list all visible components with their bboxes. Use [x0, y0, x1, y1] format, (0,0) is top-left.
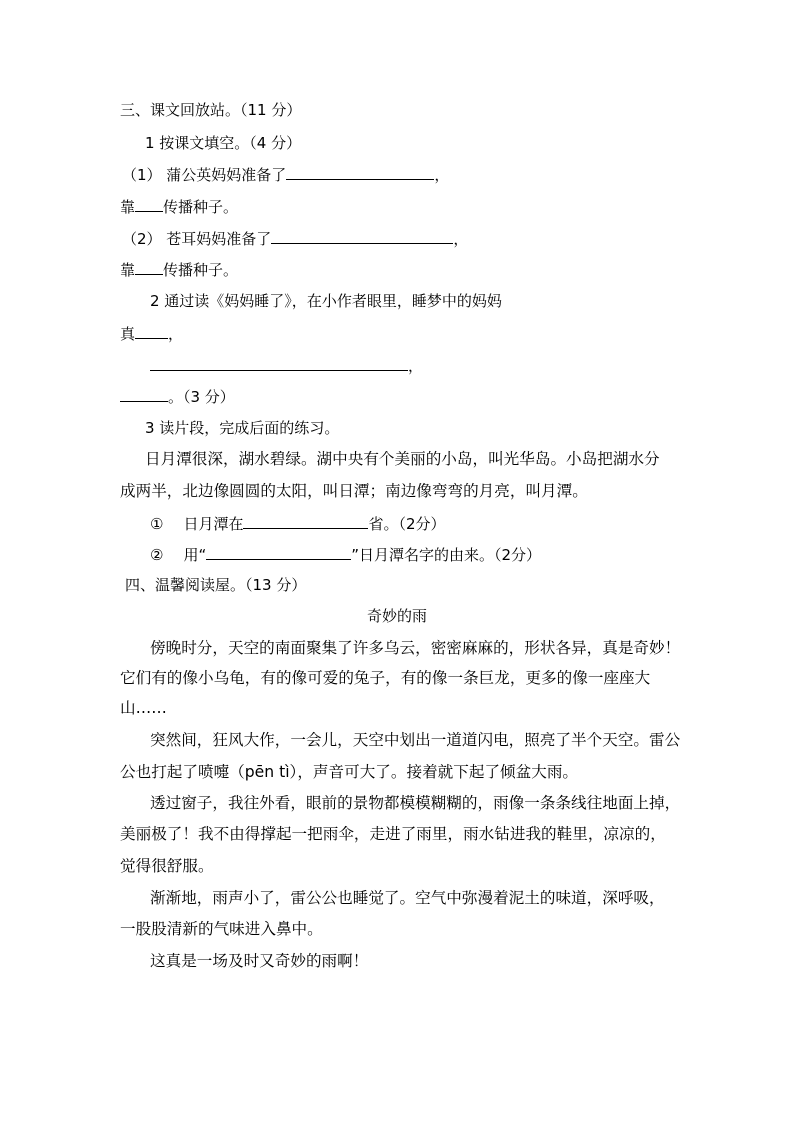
q3-sub2-suffix: ”日月潭名字的由来。（2分） [351, 546, 542, 564]
q2-line3-blank[interactable] [120, 386, 168, 402]
q3-sub1 [150, 513, 446, 533]
story-p4-line2: 一股股清新的气味进入鼻中。 [120, 920, 323, 938]
story-p3-line3: 觉得很舒服。 [120, 857, 214, 875]
q3-sub2-blank[interactable] [206, 544, 351, 560]
q1-item1 [122, 164, 449, 184]
q1-item1-prefix: （1） 蒲公英妈妈准备了 [122, 166, 287, 184]
q1-item2-prefix: （2） 苍耳妈妈准备了 [122, 230, 272, 248]
story-p2-line1: 突然间，狂风大作，一会儿，天空中划出一道道闪电，照亮了半个天空。雷公 [150, 731, 681, 749]
q2-line2-blank[interactable] [150, 355, 408, 371]
story-p1-line3: 山…… [120, 699, 167, 717]
section3-heading: 三、课文回放站。（11 分） [120, 101, 302, 119]
story-p5-line1: 这真是一场及时又奇妙的雨啊！ [150, 952, 369, 970]
q2-line1-blank[interactable] [135, 323, 168, 339]
q3-sub1-suffix: 省。（2分） [368, 515, 446, 533]
q3-passage-line1: 日月潭很深，湖水碧绿。湖中央有个美丽的小岛，叫光华岛。小岛把湖水分 [145, 450, 660, 468]
q1-item1-cont-blank[interactable] [135, 196, 163, 212]
q2-line1-prefix: 真 [120, 325, 136, 343]
q1-item1-cont-suffix: 传播种子。 [163, 198, 239, 216]
q3-sub2-marker: ② [150, 546, 164, 564]
q3-sub1-prefix: 日月潭在 [183, 515, 244, 533]
q2-line3 [120, 386, 235, 406]
story-p3-line2: 美丽极了！我不由得撑起一把雨伞，走进了雨里，雨水钻进我的鞋里，凉凉的， [120, 825, 666, 843]
q1-item1-cont-prefix: 靠 [120, 198, 136, 216]
q1-item1-blank[interactable] [286, 164, 434, 180]
story-p3-line1: 透过窗子，我往外看，眼前的景物都模模糊糊的，雨像一条条线往地面上掉， [150, 794, 681, 812]
q1-item2-cont-suffix: 传播种子。 [163, 261, 239, 279]
q3-title: 3 读片段，完成后面的练习。 [145, 419, 340, 437]
q1-title: 1 按课文填空。（4 分） [145, 134, 302, 152]
q3-sub1-blank[interactable] [243, 513, 368, 529]
q3-sub2 [150, 544, 541, 564]
story-p2-line2: 公也打起了喷嚏（pēn tì），声音可大了。接着就下起了倾盆大雨。 [120, 763, 579, 781]
q1-item1-cont [120, 196, 238, 216]
q2-line3-suffix: 。（3 分） [168, 388, 235, 406]
story-p1-line1: 傍晚时分，天空的南面聚集了许多乌云，密密麻麻的，形状各异，真是奇妙！ [150, 639, 681, 657]
q2-line1 [120, 323, 183, 343]
q2-line2-suffix: ， [408, 357, 424, 375]
q1-item1-suffix: ， [434, 166, 450, 184]
q2-line2 [150, 355, 423, 375]
q2-line1-suffix: ， [168, 325, 184, 343]
story-p4-line1: 渐渐地，雨声小了，雷公公也睡觉了。空气中弥漫着泥土的味道，深呼吸， [150, 889, 665, 907]
q3-sub2-prefix: 用“ [183, 546, 207, 564]
story-p1-line2: 它们有的像小乌龟，有的像可爱的兔子，有的像一条巨龙，更多的像一座座大 [120, 669, 651, 687]
q1-item2 [122, 228, 468, 248]
q1-item2-suffix: ， [453, 230, 469, 248]
q3-passage-line2: 成两半，北边像圆圆的太阳，叫日潭；南边像弯弯的月亮，叫月潭。 [120, 482, 588, 500]
q1-item2-blank[interactable] [271, 228, 453, 244]
q3-sub1-marker: ① [150, 515, 164, 533]
q1-item2-cont [120, 259, 238, 279]
q2-title: 2 通过读《妈妈睡了》，在小作者眼里，睡梦中的妈妈 [150, 292, 502, 310]
story-title: 奇妙的雨 [366, 607, 427, 625]
q1-item2-cont-prefix: 靠 [120, 261, 136, 279]
q1-item2-cont-blank[interactable] [135, 259, 163, 275]
section4-heading: 四、温馨阅读屋。（13 分） [125, 576, 307, 594]
